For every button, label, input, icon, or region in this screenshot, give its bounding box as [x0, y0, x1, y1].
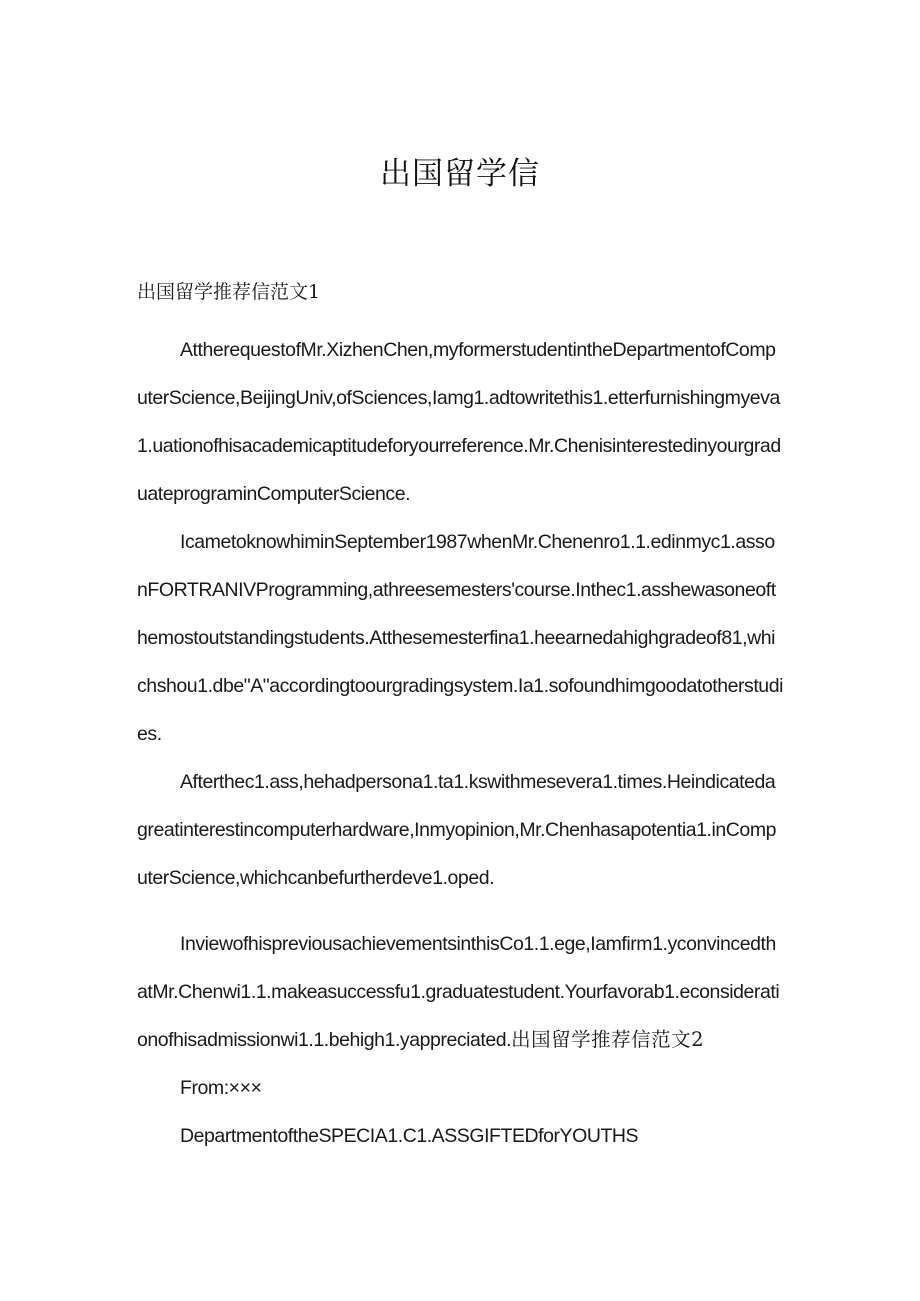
paragraph-4-text: InviewofhispreviousachievementsinthisCo1.1.ege,Iamfirm1.yconvincedthatMr.Chenwi1.1.makeasuccessfu1.graduatestudent.Yourfavorab1.econsiderationofhisadmissionwi1.1.behigh1.yappreciated.: [137, 933, 780, 1051]
paragraph-2: IcametoknowhiminSeptember1987whenMr.Chenenro1.1.edinmyc1.assonFORTRANIVProgramming,athreesemesters'course.Inthec1.asshewasoneofthemostoutstandingstudents.Atthesemesterfina1.heearnedahighgradeof81,whichshou1.dbe"A"accordingtoourgradingsystem.Ia1.sofoundhimgoodatotherstudies.: [137, 531, 783, 745]
from-line: From:×××: [180, 1077, 262, 1099]
section-heading-1: 出国留学推荐信范文1: [137, 281, 321, 303]
paragraph-3: Afterthec1.ass,hehadpersona1.ta1.kswithmesevera1.times.Heindicatedagreatinterestincomputerhardware,Inmyopinion,Mr.Chenhasapotentia1.inComputerScience,whichcanbefurtherdeve1.oped.: [137, 771, 777, 889]
document-title: 出国留学信: [380, 156, 540, 192]
paragraph-4: [137, 920, 783, 1064]
department-line: DepartmentoftheSPECIA1.C1.ASSGIFTEDforYOUTHS: [180, 1125, 639, 1147]
paragraph-1: AttherequestofMr.XizhenChen,myformerstudentintheDepartmentofComputerScience,BeijingUniv,ofSciences,Iamg1.adtowritethis1.etterfurnishingmyeva1.uationofhisacademicaptitudeforyourreference.Mr.ChenisinterestedinyourgraduateprograminComputerScience.: [137, 339, 781, 505]
section-heading-2: 出国留学推荐信范文2: [511, 1028, 705, 1051]
document-body: [137, 276, 783, 1160]
